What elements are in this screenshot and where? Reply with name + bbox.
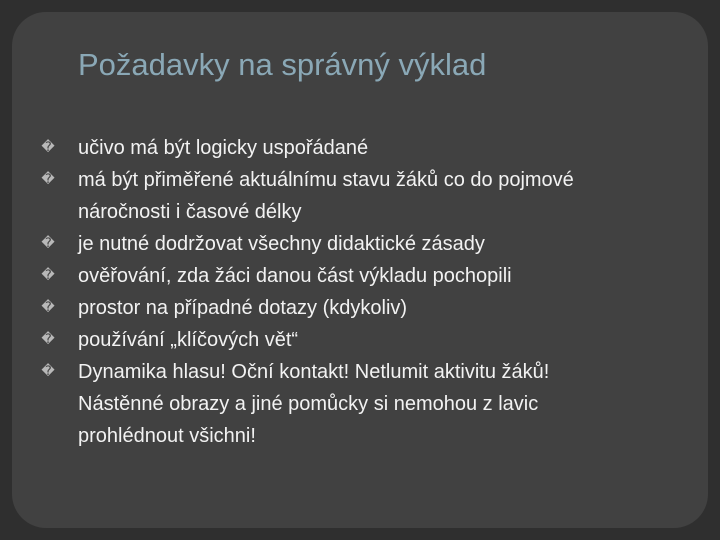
missing-glyph-icon: � xyxy=(41,364,55,379)
bullet-text: používání „klíčových vět“ xyxy=(78,329,299,351)
bullet-text: Dynamika hlasu! Oční kontakt! Netlumit aktivitu žáků! Nástěnné obrazy a jiné pomůcky si nemohou z lavic prohlédnout všichni! xyxy=(78,361,550,447)
bullet-text: učivo má být logicky uspořádané xyxy=(78,137,369,159)
bullet-text: ověřování, zda žáci danou část výkladu pochopili xyxy=(78,265,512,287)
missing-glyph-icon: � xyxy=(41,236,55,251)
bullet-text: má být přiměřené aktuálnímu stavu žáků co do pojmové náročnosti i časové délky xyxy=(78,169,574,223)
missing-glyph-icon: � xyxy=(41,172,55,187)
missing-glyph-icon: � xyxy=(41,332,55,347)
bullet-text: je nutné dodržovat všechny didaktické zásady xyxy=(78,233,485,255)
bullet-text: prostor na případné dotazy (kdykoliv) xyxy=(78,297,408,319)
missing-glyph-icon: � xyxy=(41,300,55,315)
bullet-item xyxy=(40,292,600,324)
bullet-item xyxy=(40,164,600,228)
bullet-item xyxy=(40,132,600,164)
bullet-item xyxy=(40,324,600,356)
bullet-item xyxy=(40,260,600,292)
bullet-list xyxy=(40,132,600,452)
missing-glyph-icon: � xyxy=(41,268,55,283)
missing-glyph-icon: � xyxy=(41,140,55,155)
bullet-item xyxy=(40,228,600,260)
slide-title: Požadavky na správný výklad xyxy=(78,47,487,82)
bullet-item xyxy=(40,356,600,452)
